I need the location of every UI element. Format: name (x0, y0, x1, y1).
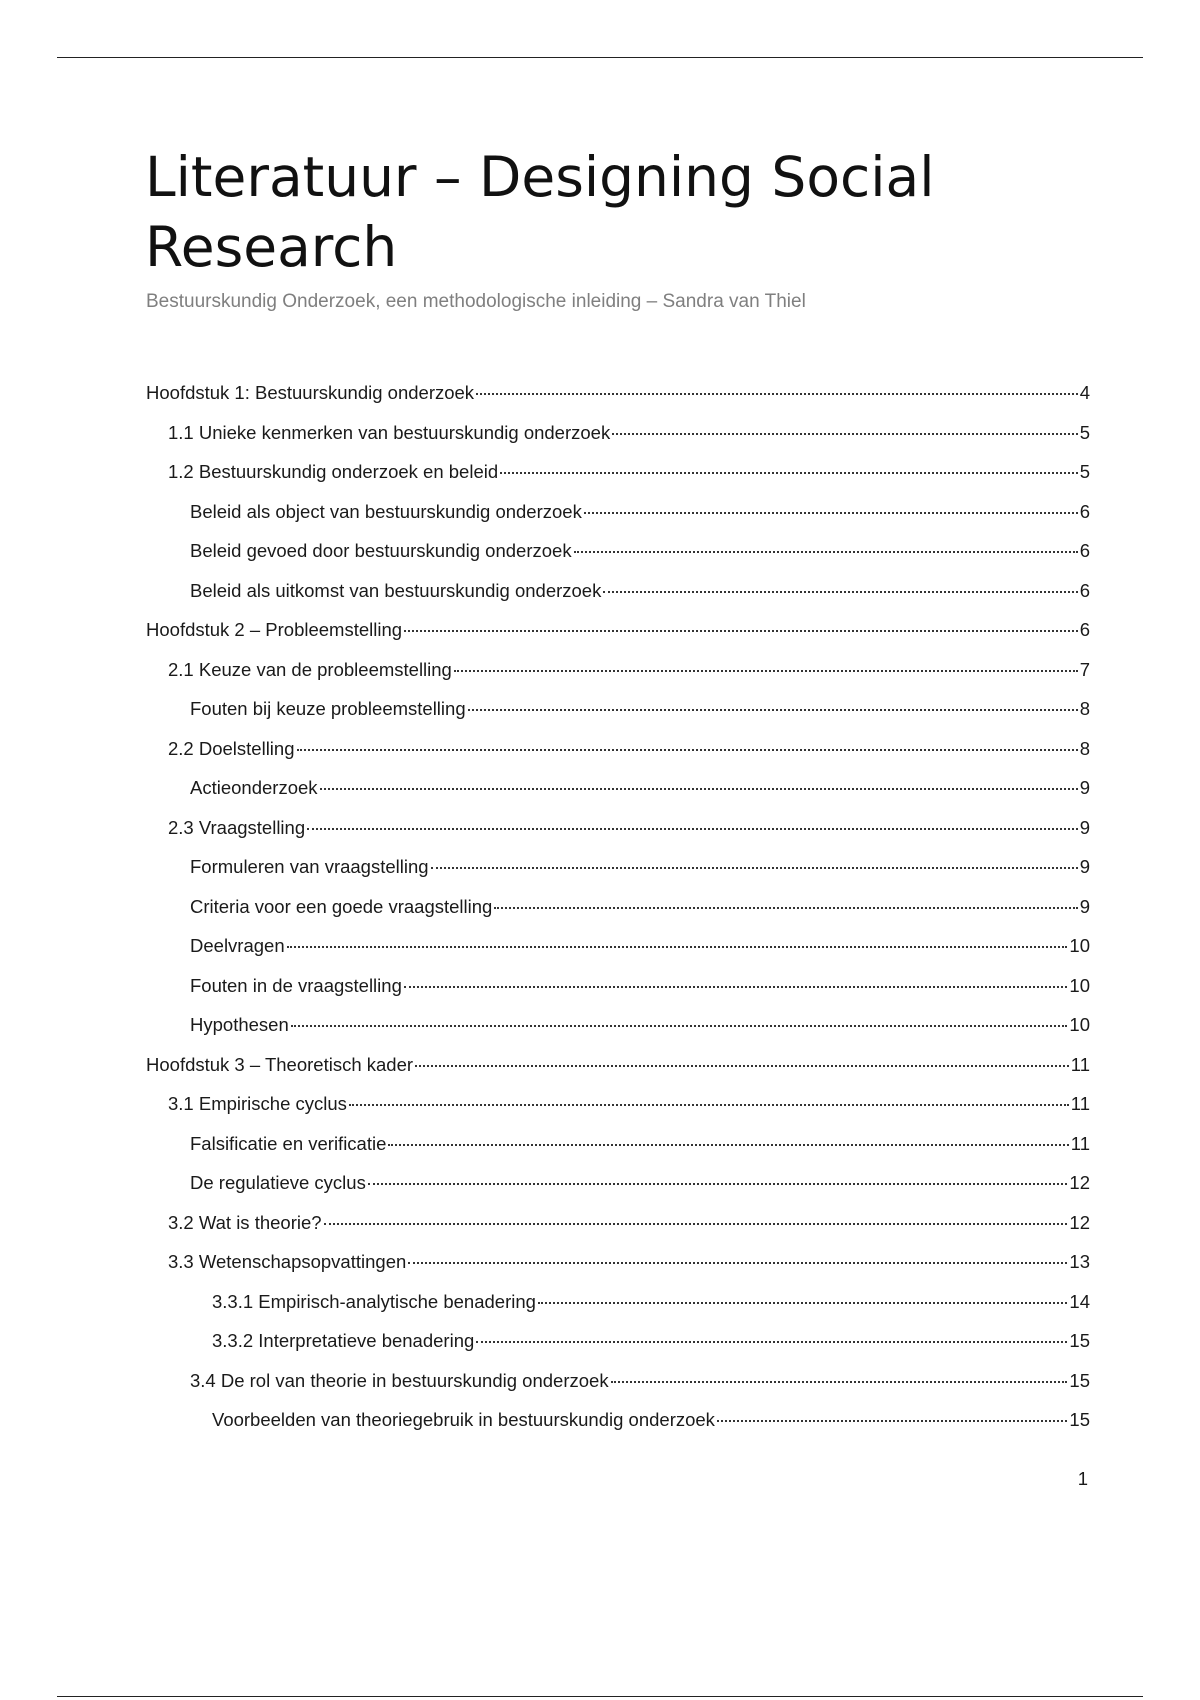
toc-dot-leader (611, 1381, 1068, 1383)
toc-entry-label: Beleid als object van bestuurskundig onderzoek (190, 500, 582, 522)
toc-entry-label: Beleid gevoed door bestuurskundig onderzoek (190, 540, 572, 561)
toc-entry-label: 3.2 Wat is theorie? (168, 1211, 322, 1233)
toc-entry-label: Falsificatie en verificatie (190, 1132, 387, 1154)
toc-entry[interactable] (146, 894, 1090, 934)
toc-entry-page: 15 (1069, 1409, 1090, 1430)
toc-entry-page: 6 (1079, 500, 1090, 522)
toc-dot-leader (415, 1065, 1069, 1067)
toc-dot-leader (287, 946, 1068, 948)
toc-dot-leader (574, 551, 1078, 553)
toc-dot-leader (404, 986, 1068, 988)
toc-entry-page: 5 (1079, 461, 1090, 482)
toc-entry[interactable] (146, 1091, 1090, 1131)
toc-dot-leader (476, 1341, 1067, 1343)
toc-entry-page: 6 (1079, 619, 1090, 640)
toc-entry[interactable] (146, 775, 1090, 815)
toc-entry[interactable] (146, 1249, 1090, 1289)
toc-dot-leader (612, 433, 1077, 435)
toc-dot-leader (291, 1025, 1068, 1027)
toc-entry[interactable] (146, 1368, 1090, 1408)
toc-entry[interactable] (146, 1407, 1090, 1447)
toc-entry-label: Actieonderzoek (190, 777, 318, 798)
toc-entry-page: 9 (1079, 895, 1090, 917)
toc-entry[interactable] (146, 933, 1090, 973)
toc-dot-leader (538, 1302, 1067, 1304)
toc-entry[interactable] (146, 538, 1090, 578)
toc-entry-page: 11 (1070, 1132, 1090, 1154)
toc-entry-label: 3.4 De rol van theorie in bestuurskundig onderzoek (190, 1369, 609, 1391)
toc-entry-label: Fouten in de vraagstelling (190, 974, 402, 996)
toc-dot-leader (368, 1183, 1068, 1185)
toc-entry-page: 5 (1079, 421, 1090, 443)
toc-entry-label: 2.1 Keuze van de probleemstelling (168, 658, 452, 680)
toc-dot-leader (717, 1420, 1067, 1422)
toc-entry[interactable] (146, 1289, 1090, 1329)
toc-entry-label: Hoofdstuk 3 – Theoretisch kader (146, 1053, 414, 1075)
toc-entry-label: 2.2 Doelstelling (168, 737, 295, 759)
toc-entry[interactable] (146, 657, 1090, 697)
toc-entry[interactable] (146, 1328, 1090, 1368)
toc-entry-page: 12 (1069, 1172, 1090, 1193)
toc-entry[interactable] (146, 380, 1090, 420)
page-number: 1 (1077, 1468, 1088, 1489)
toc-entry-label: Fouten bij keuze probleemstelling (190, 698, 466, 719)
toc-entry[interactable] (146, 499, 1090, 539)
toc-entry[interactable] (146, 815, 1090, 855)
header-rule (57, 57, 1143, 58)
toc-entry-page: 12 (1069, 1211, 1090, 1233)
toc-entry[interactable] (146, 459, 1090, 499)
toc-entry[interactable] (146, 854, 1090, 894)
toc-dot-leader (494, 907, 1077, 909)
toc-entry-page: 13 (1069, 1251, 1090, 1272)
toc-dot-leader (320, 788, 1078, 790)
toc-entry[interactable] (146, 696, 1090, 736)
toc-dot-leader (476, 393, 1078, 395)
toc-dot-leader (388, 1144, 1068, 1146)
toc-entry-label: Beleid als uitkomst van bestuurskundig onderzoek (190, 579, 602, 601)
toc-dot-leader (408, 1262, 1067, 1264)
toc-dot-leader (324, 1223, 1068, 1225)
toc-dot-leader (454, 670, 1078, 672)
toc-entry[interactable] (146, 420, 1090, 460)
toc-entry-page: 15 (1069, 1369, 1090, 1391)
table-of-contents (146, 380, 1090, 1447)
toc-dot-leader (603, 591, 1077, 593)
toc-entry-page: 11 (1070, 1053, 1090, 1075)
toc-entry-label: 3.1 Empirische cyclus (168, 1093, 347, 1114)
toc-entry-label: 1.2 Bestuurskundig onderzoek en beleid (168, 461, 499, 482)
toc-dot-leader (468, 709, 1078, 711)
toc-entry-page: 11 (1070, 1093, 1090, 1114)
toc-entry-page: 15 (1069, 1330, 1090, 1351)
toc-entry-page: 8 (1079, 698, 1090, 719)
toc-entry-label: 3.3.1 Empirisch-analytische benadering (212, 1290, 536, 1312)
toc-entry-page: 10 (1069, 974, 1090, 996)
toc-entry[interactable] (146, 973, 1090, 1013)
toc-entry-label: 3.3.2 Interpretatieve benadering (212, 1330, 475, 1351)
toc-entry[interactable] (146, 1052, 1090, 1092)
toc-dot-leader (404, 630, 1078, 632)
toc-entry-label: 3.3 Wetenschapsopvattingen (168, 1251, 407, 1272)
toc-entry[interactable] (146, 1170, 1090, 1210)
toc-entry-label: Hypothesen (190, 1014, 289, 1035)
toc-entry[interactable] (146, 1012, 1090, 1052)
toc-entry[interactable] (146, 578, 1090, 618)
toc-entry-page: 9 (1079, 856, 1090, 877)
footer-rule (57, 1696, 1143, 1697)
toc-entry-page: 10 (1069, 935, 1090, 956)
document-title: Literatuur – Designing Social Research (145, 145, 935, 279)
toc-entry-label: Voorbeelden van theoriegebruik in bestuurskundig onderzoek (212, 1409, 715, 1430)
toc-dot-leader (349, 1104, 1069, 1106)
toc-dot-leader (431, 867, 1078, 869)
toc-entry-page: 14 (1069, 1290, 1090, 1312)
toc-entry-label: 1.1 Unieke kenmerken van bestuurskundig onderzoek (168, 421, 611, 443)
toc-entry-label: Hoofdstuk 2 – Probleemstelling (146, 619, 403, 640)
toc-entry-page: 7 (1079, 658, 1090, 680)
toc-entry-label: De regulatieve cyclus (190, 1172, 366, 1193)
toc-entry-page: 6 (1079, 579, 1090, 601)
toc-entry-page: 8 (1079, 737, 1090, 759)
toc-entry-label: 2.3 Vraagstelling (168, 816, 306, 838)
toc-entry[interactable] (146, 1210, 1090, 1250)
toc-dot-leader (584, 512, 1078, 514)
toc-entry[interactable] (146, 736, 1090, 776)
toc-entry-page: 9 (1079, 816, 1090, 838)
toc-dot-leader (297, 749, 1078, 751)
toc-entry-label: Criteria voor een goede vraagstelling (190, 895, 493, 917)
toc-entry-page: 4 (1079, 382, 1090, 403)
toc-dot-leader (307, 828, 1078, 830)
toc-entry-page: 6 (1079, 540, 1090, 561)
toc-entry[interactable] (146, 617, 1090, 657)
toc-entry-label: Formuleren van vraagstelling (190, 856, 429, 877)
toc-entry-page: 9 (1079, 777, 1090, 798)
document-subtitle: Bestuurskundig Onderzoek, een methodologische inleiding – Sandra van Thiel (146, 291, 806, 312)
toc-dot-leader (500, 472, 1078, 474)
toc-entry-label: Deelvragen (190, 935, 285, 956)
toc-entry-label: Hoofdstuk 1: Bestuurskundig onderzoek (146, 382, 475, 403)
toc-entry[interactable] (146, 1131, 1090, 1171)
toc-entry-page: 10 (1069, 1014, 1090, 1035)
